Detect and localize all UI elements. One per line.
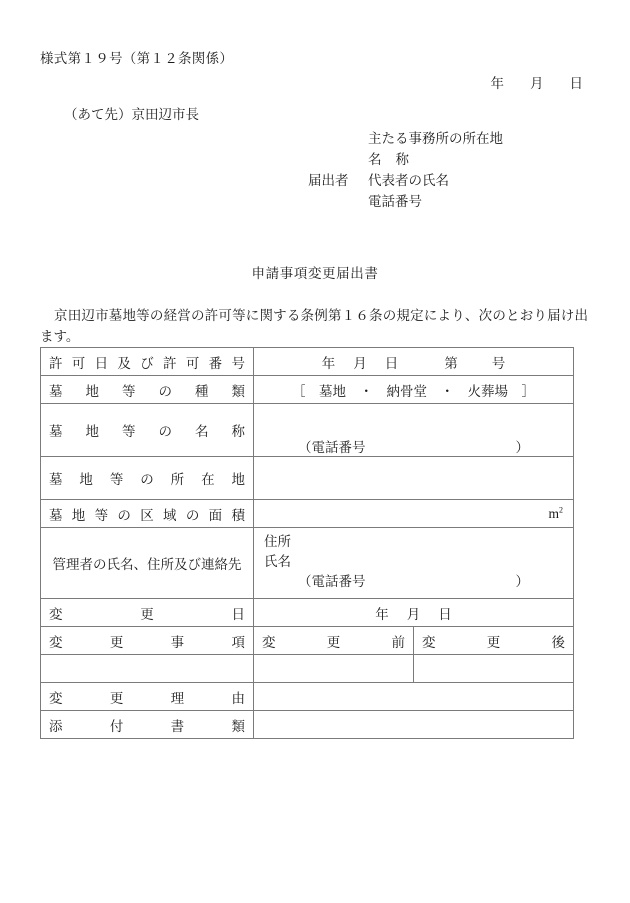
input-change-after[interactable]: [414, 655, 574, 683]
value-facility-address[interactable]: [254, 457, 574, 500]
label-attachments: [41, 711, 254, 739]
submitter-rep-row: [308, 170, 503, 191]
value-facility-type[interactable]: ［ 墓地 ・ 納骨堂 ・ 火葬場 ］: [254, 376, 574, 404]
date-day-label: 日: [569, 76, 583, 91]
submitter-tel-row: [308, 191, 503, 212]
body-paragraph: 京田辺市墓地等の経営の許可等に関する条例第１６条の規定により、次のとおり届け出ます。: [40, 308, 588, 344]
table-row-facility-name: [41, 404, 574, 457]
table-row-facility-area: [41, 500, 574, 528]
label-change-reason-text: 変更理由: [49, 690, 245, 706]
label-facility-name-text: 墓地等の名称: [49, 424, 245, 439]
manager-tel-label: （電話番号: [298, 574, 366, 589]
permit-no-prefix: 第: [444, 355, 458, 371]
value-change-date[interactable]: [254, 599, 574, 627]
change-year-label: 年: [375, 606, 389, 622]
label-facility-type-text: 墓地等の種類: [49, 383, 245, 399]
input-change-before[interactable]: [254, 655, 414, 683]
facility-tel-line: [264, 436, 563, 456]
permit-month-label: 月: [353, 355, 367, 371]
header-change-item: [41, 627, 254, 655]
label-facility-address: [41, 457, 254, 500]
permit-day-label: 日: [384, 355, 399, 371]
label-facility-area: [41, 500, 254, 528]
manager-name-label: 氏名: [264, 554, 291, 569]
label-manager-info: 管理者の氏名、住所及び連絡先: [41, 528, 254, 599]
application-change-table: [40, 347, 574, 739]
page-title: 申請事項変更届出書: [251, 266, 379, 281]
header-change-after-text: 変更後: [422, 634, 565, 650]
table-row-facility-type: [41, 376, 574, 404]
permit-year-label: 年: [321, 355, 336, 371]
table-row-change-entries: [41, 655, 574, 683]
area-unit: [548, 506, 563, 521]
manager-tel-line: [264, 572, 563, 592]
change-day-label: 日: [438, 606, 452, 622]
submitter-name-value-text: 称: [395, 152, 409, 167]
label-facility-name: [41, 404, 254, 457]
submitter-name-label: [368, 149, 409, 170]
form-number: 様式第１９号（第１２条関係）: [40, 51, 234, 66]
input-attachments[interactable]: [254, 711, 574, 739]
table-row-change-reason: [41, 683, 574, 711]
label-permit-date-number: [41, 348, 254, 376]
value-facility-name[interactable]: [254, 404, 574, 457]
label-facility-area-text: 墓地等の区域の面積: [49, 507, 245, 523]
value-manager-info[interactable]: [254, 528, 574, 599]
label-permit-date-number-text: 許可日及び許可番号: [49, 355, 245, 371]
label-change-date-text: 変更日: [49, 606, 245, 622]
label-change-reason: [41, 683, 254, 711]
table-row-attachments: [41, 711, 574, 739]
facility-tel-label: （電話番号: [298, 440, 366, 455]
submitter-name-label-text: 名: [368, 152, 382, 167]
submitter-block: [308, 128, 503, 212]
table-row-facility-address: [41, 457, 574, 500]
area-unit-m: m: [548, 505, 559, 521]
submitter-label: 届出者: [308, 173, 349, 188]
table-row-change-headers: [41, 627, 574, 655]
issue-date-line: [0, 72, 583, 92]
header-change-item-text: 変更事項: [49, 634, 245, 650]
permit-no-suffix: 号: [491, 355, 506, 371]
facility-tel-close: ）: [515, 440, 529, 455]
value-permit-date-number[interactable]: [254, 348, 574, 376]
manager-address-label: 住所: [264, 534, 291, 549]
area-unit-sup: 2: [559, 505, 563, 515]
header-change-before-text: 変更前: [262, 634, 405, 650]
change-month-label: 月: [406, 606, 421, 622]
input-change-reason[interactable]: [254, 683, 574, 711]
table-row-manager: [41, 528, 574, 599]
submitter-name-row: [308, 149, 503, 170]
submitter-office-row: [308, 128, 503, 149]
submitter-tel-label: 電話番号: [368, 194, 422, 209]
label-change-date: [41, 599, 254, 627]
value-facility-area[interactable]: [254, 500, 574, 528]
manager-tel-close: ）: [515, 574, 529, 589]
manager-info-lines: [254, 528, 573, 595]
addressee: （あて先）京田辺市長: [64, 107, 199, 122]
date-month-label: 月: [530, 76, 544, 91]
label-facility-type: [41, 376, 254, 404]
submitter-office-label: 主たる事務所の所在地: [368, 131, 503, 146]
label-facility-address-text: 墓地等の所在地: [49, 472, 245, 487]
table-row-permit-date: [41, 348, 574, 376]
input-change-item[interactable]: [41, 655, 254, 683]
header-change-before: [254, 627, 414, 655]
table-row-change-date: [41, 599, 574, 627]
header-change-after: [414, 627, 574, 655]
date-year-label: 年: [490, 76, 504, 91]
submitter-rep-label: 代表者の氏名: [368, 173, 449, 188]
label-attachments-text: 添付書類: [49, 718, 245, 734]
